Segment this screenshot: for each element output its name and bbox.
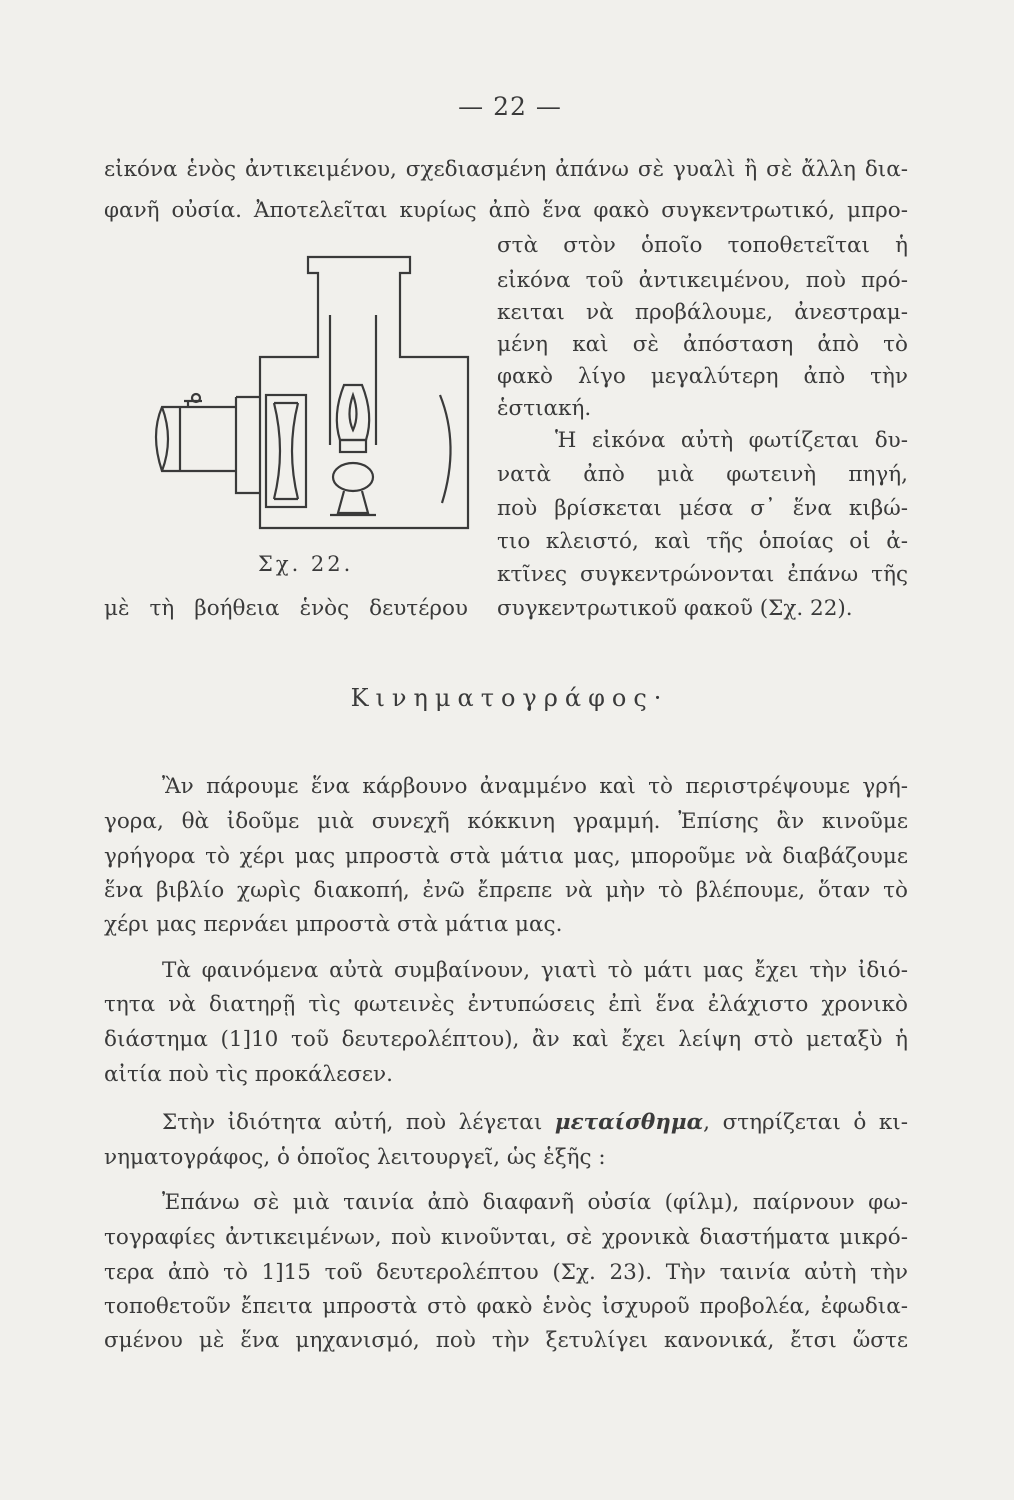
text-line: χέρι μας περνάει μπροστὰ στὰ μάτια μας.: [104, 912, 563, 937]
section-title-text: Κινηματογράφος: [350, 684, 654, 712]
text-line: εἰκόνα ἑνὸς ἀντικειμένου, σχεδιασμένη ἀπάνω σὲ γυαλὶ ἢ σὲ ἄλλη δια-: [104, 157, 908, 182]
text-line: γορα, θὰ ἰδοῦμε μιὰ συνεχῆ κόκκινη γραμμή. Ἐπίσης ἂν κινοῦμε: [104, 809, 908, 834]
text-line: διάστημα (1]10 τοῦ δευτερολέπτου), ἂν καὶ ἔχει λείψη στὸ μεταξὺ ἡ: [104, 1027, 908, 1052]
section-title-punct: ·: [653, 684, 662, 712]
text-line: εἰκόνα τοῦ ἀντικειμένου, ποὺ πρό-: [497, 268, 908, 293]
text-span: , στηρίζεται ὁ κι-: [703, 1110, 908, 1135]
text-line: φακὸ λίγο μεγαλύτερη ἀπὸ τὴν: [497, 364, 908, 389]
magic-lantern-illustration: [156, 257, 468, 528]
text-line: Ἂν πάρουμε ἕνα κάρβουνο ἀναμμένο καὶ τὸ περιστρέψουμε γρή-: [162, 774, 908, 799]
text-line: γρήγορα τὸ χέρι μας μπροστὰ στὰ μάτια μας, μποροῦμε νὰ διαβάζουμε: [104, 844, 908, 869]
text-span: Στὴν ἰδιότητα αὐτή, ποὺ λέγεται: [162, 1110, 555, 1135]
text-line: Ἡ εἰκόνα αὐτὴ φωτίζεται δυ-: [555, 428, 908, 453]
section-title: [104, 684, 908, 712]
text-line: ποὺ βρίσκεται μέσα σ᾽ ἕνα κιβώ-: [497, 496, 908, 521]
text-line: μὲ τὴ βοήθεια ἑνὸς δευτέρου: [104, 596, 468, 621]
text-line: τιο κλειστό, καὶ τῆς ὁποίας οἱ ἀ-: [497, 529, 908, 554]
text-line: τογραφίες ἀντικειμένων, ποὺ κινοῦνται, σὲ χρονικὰ διαστήματα μικρό-: [104, 1225, 908, 1250]
text-line: ἕνα βιβλίο χωρὶς διακοπή, ἐνῶ ἔπρεπε νὰ μὴν τὸ βλέπουμε, ὅταν τὸ: [104, 878, 908, 903]
text-line: Ἐπάνω σὲ μιὰ ταινία ἀπὸ διαφανῆ οὐσία (φίλμ), παίρνουν φω-: [162, 1190, 908, 1215]
text-line: Τὰ φαινόμενα αὐτὰ συμβαίνουν, γιατὶ τὸ μάτι μας ἔχει τὴν ἰδιό-: [162, 958, 908, 983]
term-metaisthima: μεταίσθημα: [554, 1110, 704, 1135]
text-line: σμένου μὲ ἕνα μηχανισμό, ποὺ τὴν ξετυλίγει κανονικά, ἔτσι ὥστε: [104, 1328, 908, 1353]
text-line: νηματογράφος, ὁ ὁποῖος λειτουργεῖ, ὡς ἑξῆς :: [104, 1145, 606, 1170]
text-line: κειται νὰ προβάλουμε, ἀνεστραμ-: [497, 300, 908, 325]
text-line: νατὰ ἀπὸ μιὰ φωτεινὴ πηγή,: [497, 462, 908, 487]
figure-magic-lantern: [140, 245, 480, 545]
page-number: — 22 —: [458, 92, 562, 121]
text-line: αἰτία ποὺ τὶς προκάλεσεν.: [104, 1062, 393, 1087]
text-line: μένη καὶ σὲ ἀπόσταση ἀπὸ τὸ: [497, 332, 908, 357]
text-line: [162, 1108, 908, 1138]
text-line: ἑστιακή.: [497, 396, 592, 421]
text-line: φανῆ οὐσία. Ἀποτελεῖται κυρίως ἀπὸ ἕνα φακὸ συγκεντρωτικό, μπρο-: [104, 198, 908, 223]
text-line: στὰ στὸν ὁποῖο τοποθετεῖται ἡ: [497, 233, 908, 258]
text-line: τητα νὰ διατηρῇ τὶς φωτεινὲς ἐντυπώσεις ἐπὶ ἕνα ἐλάχιστο χρονικὸ: [104, 992, 908, 1017]
text-line: συγκεντρωτικοῦ φακοῦ (Σχ. 22).: [497, 596, 853, 621]
text-line: κτῖνες συγκεντρώνονται ἐπάνω τῆς: [497, 562, 908, 587]
text-line: τοποθετοῦν ἔπειτα μπροστὰ στὸ φακὸ ἑνὸς ἰσχυροῦ προβολέα, ἐφωδια-: [104, 1294, 908, 1319]
text-line: τερα ἀπὸ τὸ 1]15 τοῦ δευτερολέπτου (Σχ. 23). Τὴν ταινία αὐτὴ τὴν: [104, 1260, 908, 1285]
figure-caption: Σχ. 22.: [258, 552, 354, 576]
